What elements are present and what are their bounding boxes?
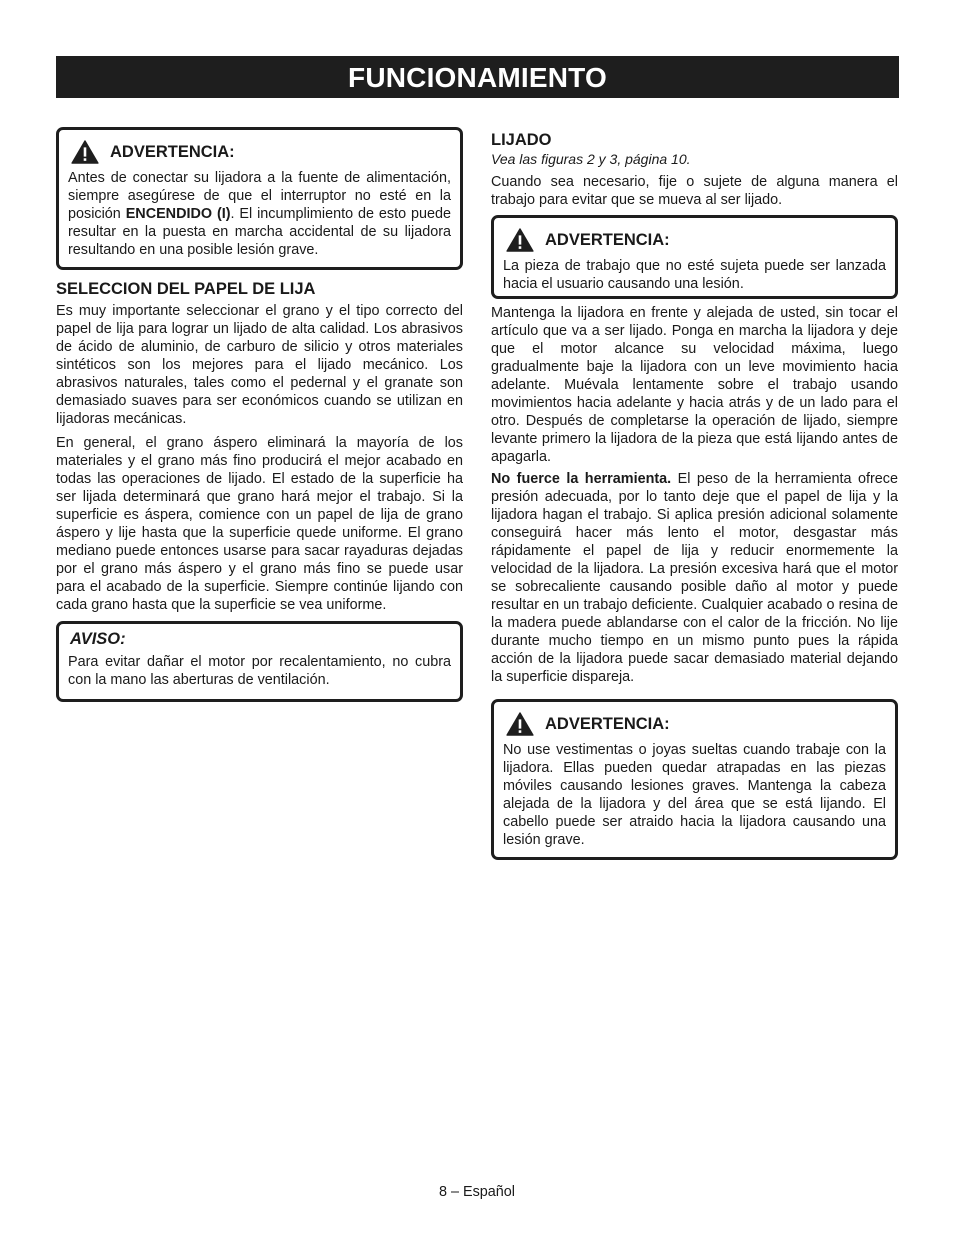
warning-text: La pieza de trabajo que no esté sujeta puede ser lanzada hacia el usuario causando una lesión. bbox=[503, 258, 886, 292]
warning-header bbox=[70, 140, 451, 164]
warning-box-clothing bbox=[491, 699, 898, 860]
paragraph-text: El peso de la herramienta ofrece presión adecuada, por lo tanto deje que el papel de lija y la lijadora hagan el trabajo. Si aplica presión adicional solamente conseguirá hacer más lento el motor, desgastar más rápidamente el papel de lija y reducir enormemente la velocidad de la lijadora. La presión excesiva hará que el motor se sobrecaliente causando posible daño al motor y puede resultar en un trabajo deficiente. Cualquier acabado o resina de la madera puede ablandarse con el calor de la fricción. No lije durante mucho tiempo en un mismo punto pues la rápida acción de la lijadora puede sacar demasiado material dejando la superficie dispareja. bbox=[491, 471, 898, 685]
section-title-sandpaper: SELECCION DEL PAPEL DE LIJA bbox=[56, 280, 316, 298]
notice-header bbox=[70, 630, 451, 649]
warning-triangle-icon bbox=[505, 712, 535, 736]
figure-reference: Vea las figuras 2 y 3, página 10. bbox=[491, 151, 691, 167]
warning-title: ADVERTENCIA: bbox=[545, 230, 670, 249]
warning-text-part: . El incumplimiento de esto puede resultar en la puesta en marcha accidental de su lijadora resultando en una posible lesión grave. bbox=[68, 206, 451, 258]
notice-title: AVISO: bbox=[70, 630, 126, 648]
right-column bbox=[491, 131, 898, 860]
paragraph: Mantenga la lijadora en frente y alejada de usted, sin tocar el artículo que va a ser lijado. Ponga en marcha la lijadora y deje que el motor alcance su velocidad máxima, luego gradualmente baje la lijadora con un leve movimiento hacia adelante. Muévala lentamente sobre el trabajo usando movimientos hacia adelante y hacia atrás y de un lado para el otro. Después de completarse la operación de lijado, siempre levante primero la lijadora de la pieza que está lijando antes de apagarla. bbox=[491, 305, 898, 465]
page-title: FUNCIONAMIENTO bbox=[56, 56, 899, 98]
warning-title: ADVERTENCIA: bbox=[110, 142, 235, 161]
warning-triangle-icon bbox=[505, 228, 535, 252]
warning-header bbox=[505, 712, 886, 736]
warning-box-power bbox=[56, 127, 463, 270]
warning-header bbox=[505, 228, 886, 252]
notice-box bbox=[56, 621, 463, 702]
paragraph: En general, el grano áspero eliminará la mayoría de los materiales y el grano más fino producirá el mejor acabado en todas las operaciones de lijado. El estado de la superficie ha ser lijada determinará que grano hará mejor el trabajo. Si la superficie es áspera, comience con un papel de lija de grano áspero y lije hasta que la superficie quede uniforme. El grano mediano puede entonces usarse para sacar rayaduras dejadas por el grano más áspero y el grano más fino se puede usar para el acabado de la superficie. Siempre continúe lijando con cada grano hasta que la superficie se vea uniforme. bbox=[56, 435, 463, 613]
paragraph-bold: No fuerce la herramienta. bbox=[491, 471, 672, 487]
warning-box-workpiece bbox=[491, 215, 898, 299]
warning-text: No use vestimentas o joyas sueltas cuando trabaje con la lijadora. Ellas pueden quedar atrapadas en las piezas móviles causando lesiones graves. Mantenga la cabeza alejada de la lijadora y del área que se está lijando. El cabello puede ser atraido hacia la lijadora causando una lesión grave. bbox=[503, 742, 886, 848]
paragraph bbox=[491, 470, 898, 686]
warning-title: ADVERTENCIA: bbox=[545, 714, 670, 733]
page-number: 8 – Español bbox=[438, 1184, 515, 1200]
section-title-sanding: LIJADO bbox=[491, 131, 552, 149]
notice-text: Para evitar dañar el motor por recalentamiento, no cubra con la mano las aberturas de ventilación. bbox=[68, 654, 451, 688]
warning-triangle-icon bbox=[70, 140, 100, 164]
warning-text-part: Antes de conectar su lijadora a la fuente de alimentación, siempre asegúrese de que el interruptor no esté en la posición bbox=[68, 170, 451, 222]
left-column bbox=[56, 127, 463, 702]
warning-text bbox=[68, 169, 451, 259]
warning-text-bold: ENCENDIDO (I) bbox=[125, 206, 231, 222]
paragraph: Cuando sea necesario, fije o sujete de alguna manera el trabajo para evitar que se mueva al ser lijado. bbox=[491, 174, 898, 208]
paragraph: Es muy importante seleccionar el grano y el tipo correcto del papel de lija para lograr un lijado de alta calidad. Los abrasivos de ácido de aluminio, de carburo de silicio y otros materiales sintéticos son los mejores para el lijado mecánico. Los abrasivos naturales, tales como el pedernal y el granate son demasiado suaves para ser económicos cuando se utilizan en lijadoras mecánicas. bbox=[56, 303, 463, 427]
